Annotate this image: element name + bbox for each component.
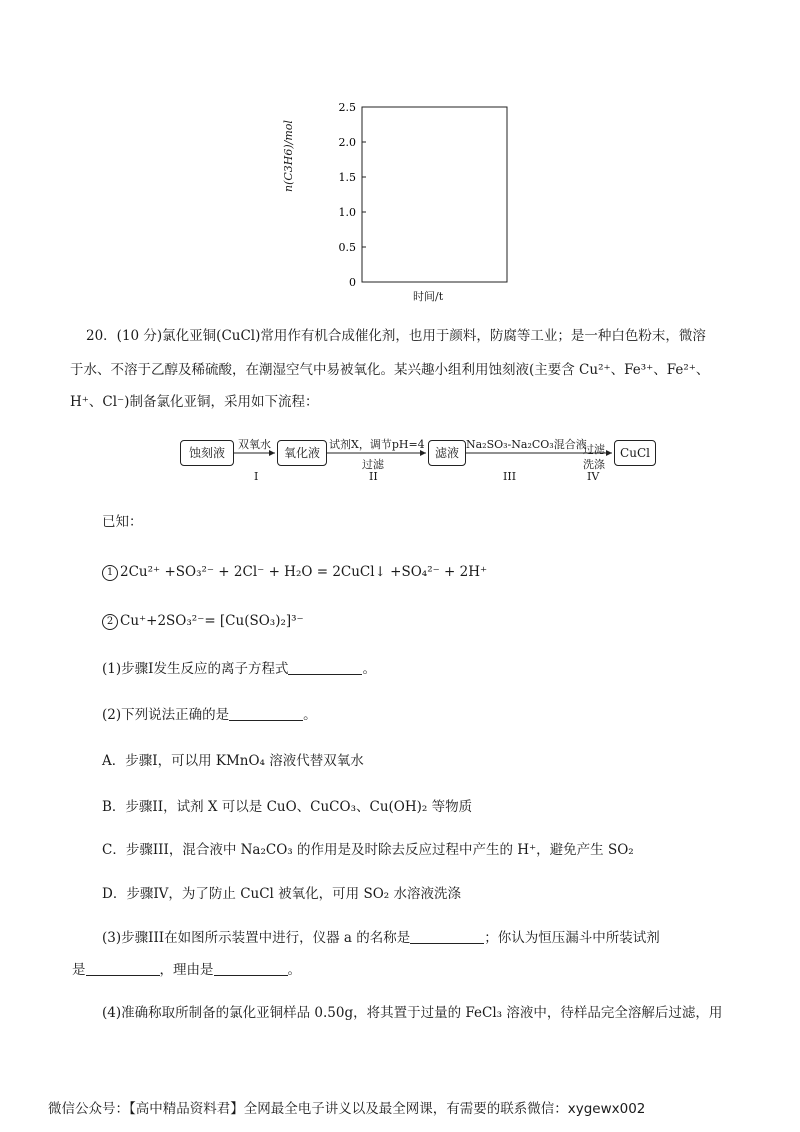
q20-line1: 20．(10 分)氯化亚铜(CuCl)常用作有机合成催化剂，也用于颜料，防腐等工业；是一种白色粉末，微溶 xyxy=(86,328,706,344)
option-c: C．步骤III，混合液中 Na₂CO₃ 的作用是及时除去反应过程中产生的 H⁺，避免产生 SO₂ xyxy=(102,842,634,858)
question-2: (2)下列说法正确的是 。 xyxy=(102,707,317,723)
question-4: (4)准确称取所制备的氯化亚铜样品 0.50g，将其置于过量的 FeCl₃ 溶液中，待样品完全溶解后过滤，用 xyxy=(102,1005,723,1021)
flow-box-cucl: CuCl xyxy=(614,440,656,466)
answer-blank-3c[interactable] xyxy=(214,961,288,976)
step-label-4: IV xyxy=(587,470,600,483)
flow-box-filtrate: 滤液 xyxy=(428,440,466,466)
step-label-3: III xyxy=(503,470,517,483)
y-tick-label: 2.0 xyxy=(338,136,356,149)
arrow-3-reagent: Na₂SO₃-Na₂CO₃混合液 xyxy=(466,438,587,451)
circled-number-1: 1 xyxy=(102,565,118,581)
arrow-1-reagent: 双氧水 xyxy=(238,438,271,451)
y-tick-label: 2.5 xyxy=(338,101,356,114)
y-tick-label: 1.5 xyxy=(338,171,356,184)
option-a: A．步骤I，可以用 KMnO₄ 溶液代替双氧水 xyxy=(102,753,364,769)
arrow-2-operation: 过滤 xyxy=(362,458,384,471)
known-equation-1: 1 2Cu²⁺ +SO₃²⁻ + 2Cl⁻ + H₂O = 2CuCl↓ +SO₄²⁻ + 2H⁺ xyxy=(102,562,487,582)
answer-blank-1[interactable] xyxy=(288,660,362,675)
question-3-line2: 是 ，理由是 。 xyxy=(72,962,301,978)
arrow-2-reagent: 试剂X，调节pH=4 xyxy=(329,438,425,451)
flow-arrows xyxy=(0,0,800,500)
flow-box-etching-solution: 蚀刻液 xyxy=(180,440,234,466)
answer-blank-3b[interactable] xyxy=(86,961,160,976)
question-3-line1: (3)步骤III在如图所示装置中进行，仪器 a 的名称是 ；你认为恒压漏斗中所装试剂 xyxy=(102,930,660,946)
chart-y-axis-label: n(C3H6)/mol xyxy=(282,120,295,192)
option-d: D．步骤IV，为了防止 CuCl 被氧化，可用 SO₂ 水溶液洗涤 xyxy=(102,886,461,902)
y-tick-label: 0.5 xyxy=(338,241,356,254)
known-title: 已知： xyxy=(102,514,143,530)
flow-box-oxidized-solution: 氧化液 xyxy=(277,440,327,466)
y-tick-label: 0 xyxy=(349,276,356,289)
step-label-1: I xyxy=(254,470,259,483)
option-b: B．步骤II，试剂 X 可以是 CuO、CuCO₃、Cu(OH)₂ 等物质 xyxy=(102,799,473,815)
question-1: (1)步骤I发生反应的离子方程式 。 xyxy=(102,661,376,677)
step-label-2: II xyxy=(369,470,378,483)
arrow-4-operation-top: 过滤 xyxy=(583,443,605,456)
answer-blank-2[interactable] xyxy=(229,706,303,721)
known-equation-2: 2 Cu⁺+2SO₃²⁻= [Cu(SO₃)₂]³⁻ xyxy=(102,611,304,631)
footer-watermark: 微信公众号：【高中精品资料君】全网最全电子讲义以及最全网课，有需要的联系微信：xygewx002 xyxy=(48,1101,646,1117)
chart-x-axis-label: 时间/t xyxy=(413,290,444,303)
circled-number-2: 2 xyxy=(102,614,118,630)
q20-line3: H⁺、Cl⁻)制备氯化亚铜，采用如下流程： xyxy=(70,394,319,410)
q20-line2: 于水、不溶于乙醇及稀硫酸，在潮湿空气中易被氧化。某兴趣小组利用蚀刻液(主要含 Cu²⁺、Fe³⁺、Fe²⁺、 xyxy=(70,362,710,378)
arrow-4-operation-bottom: 洗涤 xyxy=(583,458,605,471)
answer-blank-3a[interactable] xyxy=(410,929,484,944)
y-tick-label: 1.0 xyxy=(338,206,356,219)
